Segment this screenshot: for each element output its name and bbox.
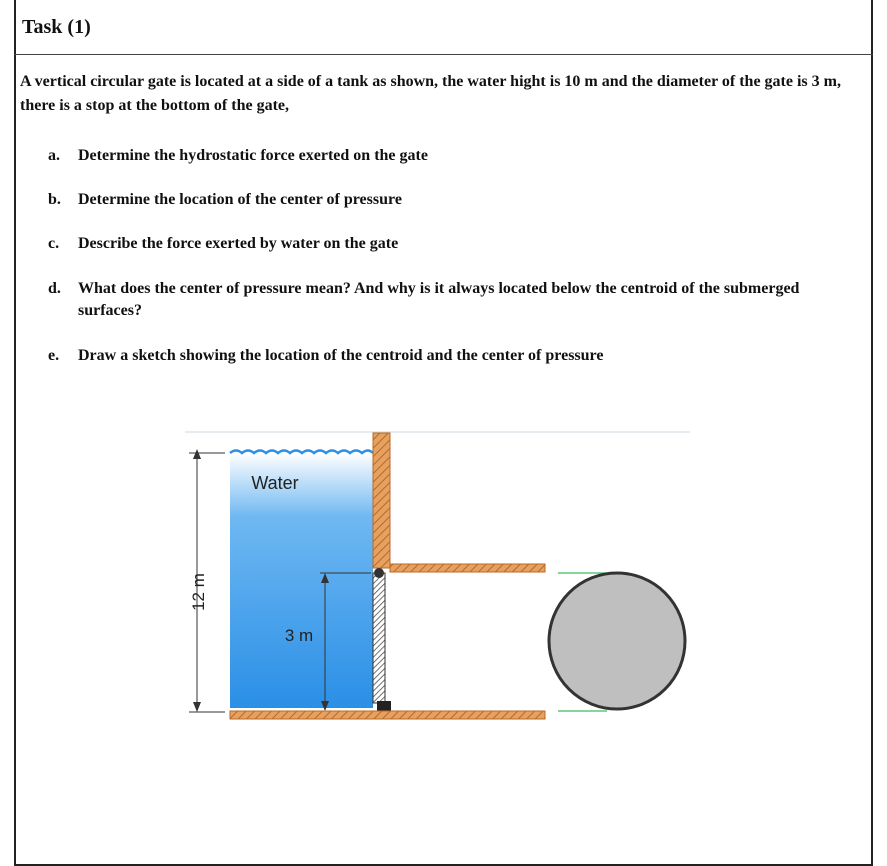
vertical-gate (373, 573, 385, 703)
problem-statement: A vertical circular gate is located at a side of a tank as shown, the water hight is 10 m and the diameter of the gate is 3 m, there is a stop at the bottom of the gate, (20, 73, 841, 114)
page-border-left (14, 0, 16, 866)
tank-wall (373, 433, 390, 568)
question-letter: e. (48, 347, 60, 364)
question-text: What does the center of pressure mean? And why is it always located below the centroid of the submerged surfaces? (78, 280, 800, 319)
gate-stop (377, 701, 391, 711)
question-letter: b. (48, 191, 61, 208)
question-b (48, 189, 863, 211)
question-a (48, 145, 863, 167)
circular-gate-front-view (549, 573, 685, 709)
tank-gate-diagram (175, 425, 695, 725)
water-label: Water (251, 473, 299, 493)
question-d (48, 278, 863, 322)
tank-floor (230, 711, 545, 719)
question-letter: c. (48, 235, 60, 252)
pipe-upper-wall (390, 564, 545, 572)
question-text: Describe the force exerted by water on the gate (78, 235, 399, 252)
question-text: Determine the hydrostatic force exerted on the gate (78, 147, 428, 164)
tank-gate-figure (175, 425, 695, 725)
question-e (48, 345, 863, 367)
gate-diameter-label: 3 m (284, 626, 314, 645)
task-title: Task (1) (22, 16, 91, 38)
question-letter: a. (48, 147, 60, 164)
question-letter: d. (48, 280, 61, 297)
question-text: Determine the location of the center of pressure (78, 191, 402, 208)
title-divider (14, 54, 873, 55)
arrow-down-icon (193, 702, 201, 712)
question-c (48, 233, 863, 255)
question-text: Draw a sketch showing the location of the centroid and the center of pressure (78, 347, 604, 364)
page-border-right (871, 0, 873, 866)
gate-hinge (374, 568, 384, 578)
height-label: 12 m (189, 573, 208, 611)
water-surface (230, 451, 373, 454)
arrow-up-icon (193, 449, 201, 459)
